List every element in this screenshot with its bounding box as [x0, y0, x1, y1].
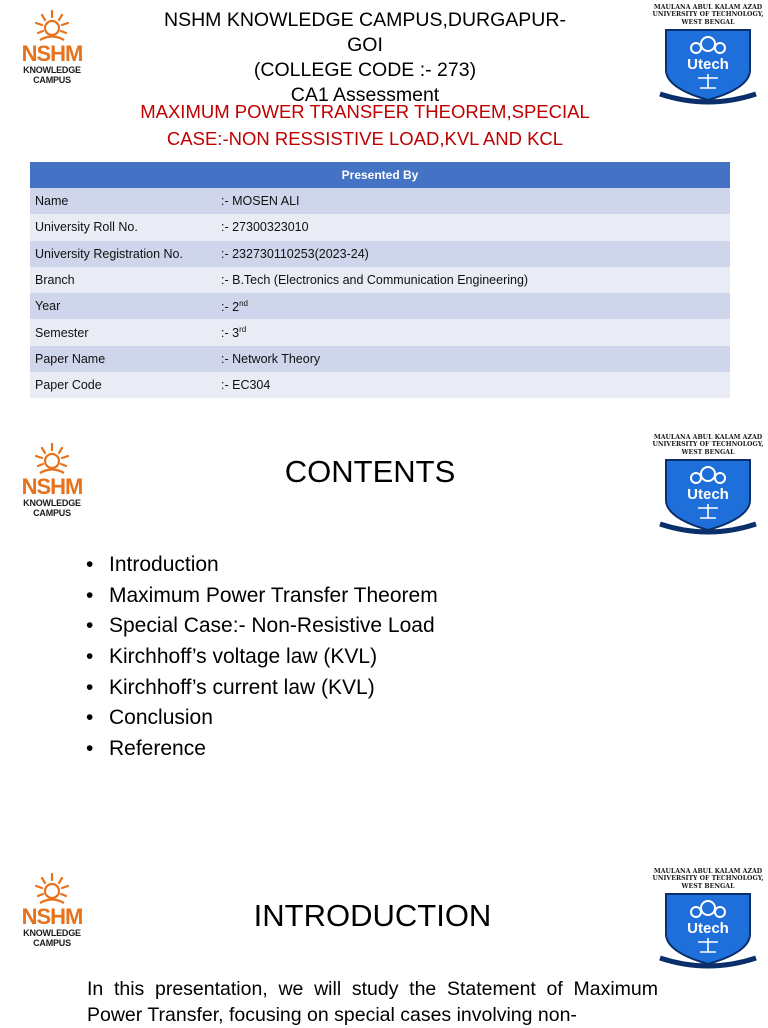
- nshm-logo-subtitle-1: KNOWLEDGE: [23, 65, 81, 75]
- sun-icon: [32, 442, 72, 476]
- table-row: [30, 346, 730, 372]
- svg-text:Utech: Utech: [687, 56, 729, 74]
- slide-introduction: [0, 862, 768, 1024]
- list-item: [86, 673, 438, 704]
- row-value: :- B.Tech (Electronics and Communication Engineering): [216, 267, 730, 293]
- contents-title: CONTENTS: [284, 454, 456, 489]
- row-label: University Roll No.: [30, 214, 216, 240]
- list-item: [86, 642, 438, 673]
- row-value-superscript: nd: [239, 298, 248, 308]
- bullet-icon: •: [86, 706, 94, 730]
- row-value: :- MOSEN ALI: [216, 188, 730, 214]
- nshm-logo-subtitle-1: KNOWLEDGE: [23, 928, 81, 938]
- list-item: [86, 550, 438, 581]
- list-item: [86, 581, 438, 612]
- nshm-logo-subtitle-1: KNOWLEDGE: [23, 498, 81, 508]
- row-label: Paper Name: [30, 346, 216, 372]
- list-item-label: Kirchhoff’s current law (KVL): [109, 675, 375, 699]
- bullet-icon: •: [86, 583, 94, 607]
- row-value: :- 232730110253(2023-24): [216, 241, 730, 267]
- nshm-logo-text: NSHM: [21, 41, 83, 66]
- slide-title: [0, 0, 768, 405]
- table-row: [30, 319, 730, 345]
- row-label: Semester: [30, 319, 216, 345]
- nshm-logo-text: NSHM: [21, 904, 83, 929]
- table-row: [30, 372, 730, 398]
- table-row: [30, 241, 730, 267]
- utech-university-name: MAULANA ABUL KALAM AZAD UNIVERSITY OF TECHNOLOGY, WEST BENGAL: [652, 434, 764, 456]
- row-label: University Registration No.: [30, 241, 216, 267]
- utech-emblem-icon: [658, 890, 758, 972]
- utech-logo: [652, 868, 764, 972]
- nshm-logo: [21, 9, 83, 85]
- svg-text:Utech: Utech: [687, 920, 729, 938]
- college-header: [150, 8, 580, 108]
- row-value-cell: [216, 319, 730, 345]
- presenter-info-table: [30, 162, 730, 398]
- list-item-label: Introduction: [109, 553, 219, 576]
- row-value: :- Network Theory: [216, 346, 730, 372]
- table-row: [30, 293, 730, 319]
- row-value: :- EC304: [216, 372, 730, 398]
- list-item: [86, 703, 438, 734]
- assessment-label: CA1 Assessment: [290, 84, 440, 106]
- nshm-logo-subtitle-2: CAMPUS: [33, 508, 71, 518]
- bullet-icon: •: [86, 614, 94, 638]
- slide-contents: [0, 430, 768, 830]
- row-value-cell: [216, 293, 730, 319]
- list-item: [86, 611, 438, 642]
- utech-logo: [652, 434, 764, 538]
- svg-text:Utech: Utech: [687, 486, 729, 504]
- sun-icon: [32, 872, 72, 906]
- list-item-label: Reference: [109, 737, 206, 761]
- row-label: Year: [30, 293, 216, 319]
- list-item: [86, 734, 438, 765]
- bullet-icon: •: [86, 553, 94, 576]
- row-value: :- 3: [221, 326, 240, 341]
- presentation-title-line-2: CASE:-NON RESSISTIVE LOAD,KVL AND KCL: [166, 128, 564, 149]
- row-value-superscript: rd: [239, 325, 247, 335]
- row-label: Branch: [30, 267, 216, 293]
- presentation-title-line-1: MAXIMUM POWER TRANSFER THEOREM,SPECIAL: [140, 101, 590, 122]
- list-item-label: Conclusion: [109, 706, 213, 730]
- college-name: NSHM KNOWLEDGE CAMPUS,DURGAPUR-GOI: [164, 9, 566, 56]
- utech-university-name: MAULANA ABUL KALAM AZAD UNIVERSITY OF TECHNOLOGY, WEST BENGAL: [652, 4, 764, 26]
- utech-emblem-icon: [658, 26, 758, 108]
- list-item-label: Maximum Power Transfer Theorem: [109, 583, 438, 607]
- row-label: Name: [30, 188, 216, 214]
- nshm-logo: [21, 872, 83, 948]
- list-item-label: Special Case:- Non-Resistive Load: [109, 614, 435, 638]
- utech-university-name: MAULANA ABUL KALAM AZAD UNIVERSITY OF TECHNOLOGY, WEST BENGAL: [652, 868, 764, 890]
- bullet-icon: •: [86, 675, 94, 699]
- table-row: [30, 267, 730, 293]
- row-value: :- 2: [221, 299, 240, 314]
- list-item-label: Kirchhoff’s voltage law (KVL): [109, 645, 378, 669]
- sun-icon: [32, 9, 72, 43]
- nshm-logo: [21, 442, 83, 518]
- introduction-paragraph: In this presentation, we will study the Statement of Maximum Power Transfer, focusing on special cases involving non-: [87, 978, 658, 1026]
- row-label: Paper Code: [30, 372, 216, 398]
- table-heading: Presented By: [30, 162, 730, 188]
- introduction-title: INTRODUCTION: [253, 898, 492, 933]
- nshm-logo-subtitle-2: CAMPUS: [33, 938, 71, 948]
- utech-logo: [652, 4, 764, 108]
- bullet-icon: •: [86, 645, 94, 669]
- utech-emblem-icon: [658, 456, 758, 538]
- nshm-logo-subtitle-2: CAMPUS: [33, 75, 71, 85]
- nshm-logo-text: NSHM: [21, 474, 83, 499]
- presentation-title: [110, 98, 620, 152]
- table-row: [30, 214, 730, 240]
- college-code: (COLLEGE CODE :- 273): [253, 59, 477, 81]
- row-value: :- 27300323010: [216, 214, 730, 240]
- contents-list: [86, 550, 438, 765]
- bullet-icon: •: [86, 737, 94, 761]
- table-row: [30, 188, 730, 214]
